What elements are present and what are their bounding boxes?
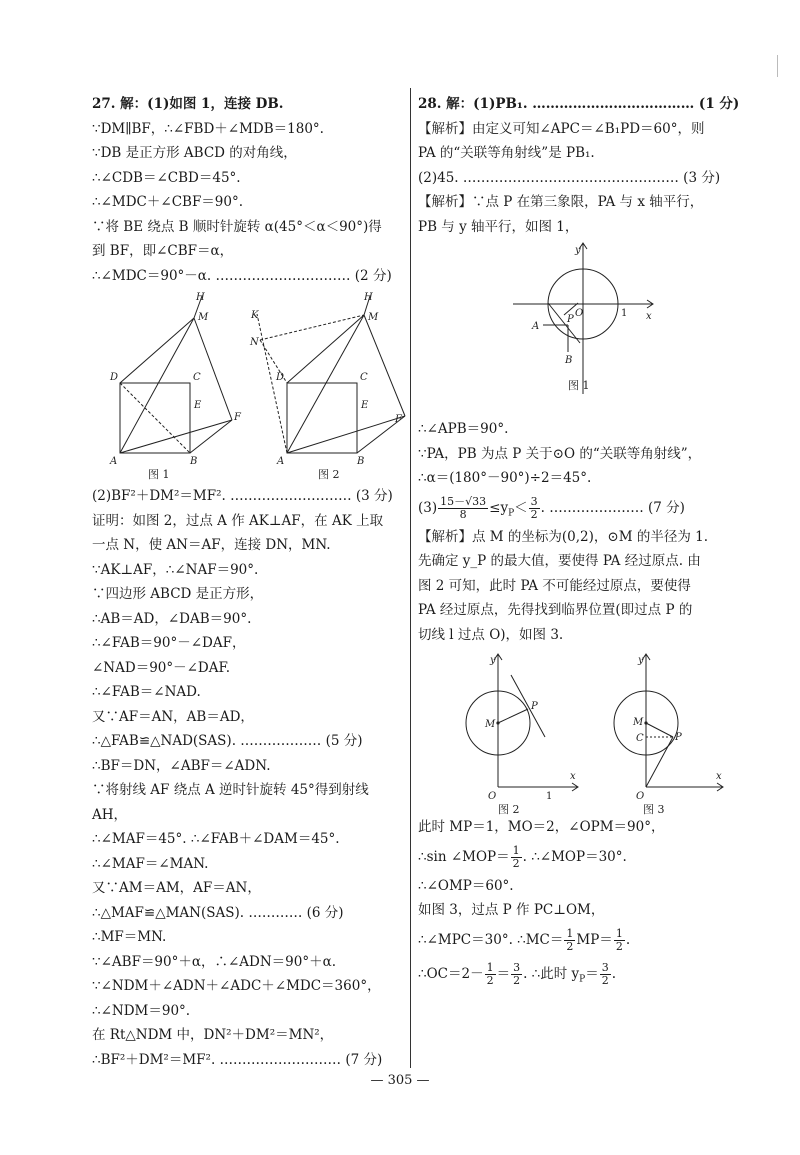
q27-part1	[92, 92, 407, 288]
fig2-label-B: B	[357, 456, 365, 467]
q28fig1-label-x: x	[646, 311, 652, 322]
oc-fraction-1	[485, 962, 496, 987]
text-line: 一点 N，使 AN＝AF，连接 DN，MN.	[92, 537, 331, 553]
text-line: ∵∠ABF＝90°＋α，∴∠ADN＝90°＋α.	[92, 953, 337, 970]
fig2-label-D: D	[276, 372, 285, 383]
fig1-labels	[531, 245, 652, 392]
text-line: ∵DM∥BF，∴∠FBD＋∠MDB＝180°.	[92, 120, 324, 137]
q28fig1-label-1: 1	[621, 308, 628, 319]
fig3-geometry	[614, 654, 723, 791]
fraction-denominator: 2	[530, 507, 538, 521]
q28-part3-analysis	[418, 525, 738, 648]
sin-line	[418, 840, 738, 874]
text-line: ∴AB＝AD，∠DAB＝90°.	[92, 610, 252, 627]
text-line: 此时 MP＝1，MO＝2，∠OPM＝90°，	[418, 819, 665, 835]
oc-eq: ＝	[496, 965, 511, 982]
text-line: PA 的“关联等角射线”是 PB₁.	[418, 145, 595, 161]
mc-mid: MP＝	[576, 931, 613, 948]
text-line: ∴∠MAF＝∠MAN.	[92, 855, 209, 872]
q28-part2-rest	[418, 417, 738, 491]
text-line: 【解析】由定义可知∠APC＝∠B₁PD＝60°，则	[418, 120, 705, 137]
mc-line	[418, 923, 738, 957]
right-column	[418, 92, 738, 991]
fraction-numerator: 1	[512, 843, 520, 857]
fraction-numerator: 3	[601, 960, 609, 974]
page-edge-mark	[777, 55, 778, 77]
text-line: ∵∠NDM＋∠ADN＋∠ADC＋∠MDC＝360°，	[92, 978, 381, 994]
left-column	[92, 92, 407, 1072]
fraction-denominator: 2	[512, 856, 520, 870]
text-line: ∴∠MDC＝90°－α. ………………………… (2 分)	[92, 267, 392, 284]
q28-part3-solution	[418, 815, 738, 991]
q28-fig1-svg	[418, 239, 738, 417]
fig2-caption: 图 2	[498, 803, 520, 815]
fig2-label-y: y	[490, 655, 496, 666]
q28fig1-label-B: B	[565, 355, 573, 366]
fig3-point-M	[644, 721, 647, 724]
text-line: 【解析】∵点 P 在第三象限，PA 与 x 轴平行，	[418, 194, 704, 210]
mc-text: ∴∠MPC＝30°. ∴MC＝	[418, 931, 564, 948]
q27-figures-svg	[92, 288, 407, 480]
fig3-caption: 图 3	[643, 803, 665, 815]
text-line: ∴∠MAF＝45°. ∴∠FAB＋∠DAM＝45°.	[92, 831, 340, 847]
mc-fraction-2	[614, 928, 625, 953]
fraction-numerator: 1	[486, 960, 494, 974]
fig2-label-M: M	[485, 719, 496, 730]
q28-part1-2	[418, 92, 738, 239]
fig1-label-C: C	[193, 372, 201, 383]
figure-2-labels	[249, 292, 403, 480]
q28fig1-caption: 图 1	[568, 379, 590, 392]
oc-mid: . ∴此时 y	[523, 965, 580, 982]
fraction-numerator: 3	[530, 494, 538, 508]
q28-part3-answer	[418, 491, 738, 525]
fig2-label-x: x	[570, 771, 576, 782]
part3-relation: ≤y	[489, 499, 509, 516]
mc-fraction-1	[564, 928, 575, 953]
fig2-label-1: 1	[546, 791, 553, 802]
q28fig1-label-A: A	[532, 321, 540, 332]
text-line: ∵将射线 AF 绕点 A 逆时针旋转 45°得到射线	[92, 782, 369, 798]
q28fig1-label-y: y	[575, 245, 581, 256]
fig2-label-F: F	[395, 414, 402, 425]
fig2-label-M: M	[368, 312, 379, 323]
fraction-numerator: 1	[566, 926, 574, 940]
part3-subscript: P	[508, 508, 515, 519]
mc-tail: .	[625, 931, 631, 948]
text-line: PB 与 y 轴平行，如图 1，	[418, 218, 579, 235]
text-line: 如图 3，过点 P 作 PC⊥OM，	[418, 902, 605, 918]
fig1-label-H: H	[196, 292, 205, 303]
text-line: 先确定 y_P 的最大值，要使得 PA 经过原点. 由	[418, 553, 701, 569]
text-line: AH，	[92, 806, 128, 823]
text-line: 切线 l 过点 O)，如图 3.	[418, 626, 564, 643]
text-line: ∴∠FAB＝∠NAD.	[92, 684, 201, 700]
oc-tail: .	[611, 965, 617, 982]
fig2-label-O: O	[488, 791, 497, 802]
part3-less-than: ＜	[514, 499, 528, 516]
text-line: ∴BF²＋DM²＝MF². ……………………… (7 分)	[92, 1051, 383, 1068]
oc-fraction-2	[511, 962, 522, 987]
text-line: 28. 解：(1)PB₁. ……………………………… (1 分)	[418, 96, 740, 112]
text-line: ∴α＝(180°－90°)÷2＝45°.	[418, 470, 592, 486]
fig2-label-A: A	[277, 456, 285, 467]
text-line: ∴∠APB＝90°.	[418, 421, 509, 437]
text-line: (2)BF²＋DM²＝MF². ……………………… (3 分)	[92, 488, 393, 504]
q28fig1-label-O: O	[575, 308, 584, 319]
fig3-label-y: y	[638, 655, 644, 666]
fraction-denominator: 2	[513, 973, 521, 987]
fig3-label-C: C	[636, 733, 644, 744]
fig2-label-P: P	[531, 701, 538, 712]
part3-fraction-2	[529, 496, 540, 521]
text-line: ∴∠OMP＝60°.	[418, 877, 514, 894]
q28-figures-2-3	[418, 647, 738, 815]
fraction-numerator: 3	[513, 960, 521, 974]
fraction-denominator: 2	[566, 939, 574, 953]
fig3-label-M: M	[633, 717, 644, 728]
text-line: 又∵AM＝AM，AF＝AN，	[92, 880, 261, 896]
q27-part2	[92, 484, 407, 1072]
figure-1-labels	[109, 292, 242, 480]
fraction-numerator: 1	[615, 926, 623, 940]
fig2-caption: 图 2	[318, 468, 340, 480]
page-number: — 305 —	[370, 1073, 430, 1088]
oc-text: ∴OC＝2－	[418, 965, 484, 982]
fig3-label-P: P	[675, 732, 682, 743]
text-line: ∴∠MDC＋∠CBF＝90°.	[92, 194, 244, 210]
fig1-label-B: B	[190, 456, 198, 467]
text-line: ∴∠FAB＝90°－∠DAF，	[92, 635, 246, 651]
oc-eq2: ＝	[585, 965, 599, 982]
fraction-numerator: 15－√33	[440, 494, 487, 508]
q28fig1-label-P: P	[567, 314, 574, 325]
fig1-label-M: M	[198, 312, 209, 323]
text-line: 27. 解：(1)如图 1，连接 DB.	[92, 96, 284, 112]
sin-fraction	[511, 845, 522, 870]
sin-tail: . ∴∠MOP＝30°.	[522, 848, 627, 865]
column-divider	[410, 88, 411, 1068]
fig1-label-D: D	[110, 372, 119, 383]
text-line: 图 2 可知，此时 PA 不可能经过原点，要使得	[418, 577, 691, 594]
text-line: ∴BF＝DN，∠ABF＝∠ADN.	[92, 757, 271, 774]
oc-fraction-3	[600, 962, 611, 987]
text-line: ∵AK⊥AF，∴∠NAF＝90°.	[92, 561, 259, 578]
fraction-denominator: 2	[486, 973, 494, 987]
fig2-point-M	[496, 721, 499, 724]
text-line: 证明：如图 2，过点 A 作 AK⊥AF，在 AK 上取	[92, 512, 384, 529]
text-line: 又∵AF＝AN，AB＝AD，	[92, 708, 254, 725]
text-line: (2)45. ………………………………………… (3 分)	[418, 169, 721, 186]
oc-subscript: P	[579, 974, 586, 985]
fig2-geometry	[466, 654, 578, 791]
fraction-denominator: 8	[459, 507, 467, 521]
fraction-denominator: 2	[601, 973, 609, 987]
part3-score: . ………………… (7 分)	[540, 499, 685, 516]
text-line: ∠NAD＝90°－∠DAF.	[92, 659, 231, 676]
text-line: PA 经过原点，先得找到临界位置(即过点 P 的	[418, 602, 693, 618]
text-line: 在 Rt△NDM 中，DN²＋DM²＝MN²，	[92, 1027, 334, 1043]
part3-prefix: (3)	[418, 499, 438, 516]
text-line: ∴MF＝MN.	[92, 929, 167, 945]
q28-figure-1	[418, 239, 738, 417]
text-line: 到 BF，即∠CBF＝α，	[92, 243, 234, 259]
fig2-label-C: C	[360, 372, 368, 383]
text-line: 【解析】点 M 的坐标为(0,2)，⊙M 的半径为 1.	[418, 528, 709, 545]
fig2-label-N: N	[250, 337, 259, 348]
text-line: ∵将 BE 绕点 B 顺时针旋转 α(45°＜α＜90°)得	[92, 218, 382, 235]
fig2-label-E: E	[361, 400, 369, 411]
text-line: ∵DB 是正方形 ABCD 的对角线，	[92, 145, 297, 161]
sin-text: ∴sin ∠MOP＝	[418, 848, 510, 865]
fig3-label-x: x	[716, 771, 722, 782]
fig3-label-O: O	[636, 791, 645, 802]
figure-1	[120, 296, 232, 453]
part3-fraction-1	[438, 496, 488, 521]
fig1-label-E: E	[194, 400, 202, 411]
text-line: ∴∠NDM＝90°.	[92, 1002, 191, 1019]
fig1-label-A: A	[110, 456, 118, 467]
fig1-label-F: F	[234, 412, 241, 423]
fraction-denominator: 2	[615, 939, 623, 953]
oc-line	[418, 957, 738, 991]
fig1-caption: 图 1	[148, 468, 170, 480]
fig2-label-H: H	[364, 292, 373, 303]
text-line: ∴△MAF≌△MAN(SAS). ………… (6 分)	[92, 904, 344, 921]
text-line: ∵PA，PB 为点 P 关于⊙O 的“关联等角射线”，	[418, 445, 702, 462]
q28-fig23-svg	[418, 647, 738, 815]
text-line: ∴∠CDB＝∠CBD＝45°.	[92, 169, 241, 186]
q27-figures	[92, 288, 407, 480]
text-line: ∵四边形 ABCD 是正方形，	[92, 586, 264, 602]
text-line: ∴△FAB≌△NAD(SAS). ……………… (5 分)	[92, 733, 363, 749]
fig2-label-K: K	[251, 310, 259, 321]
